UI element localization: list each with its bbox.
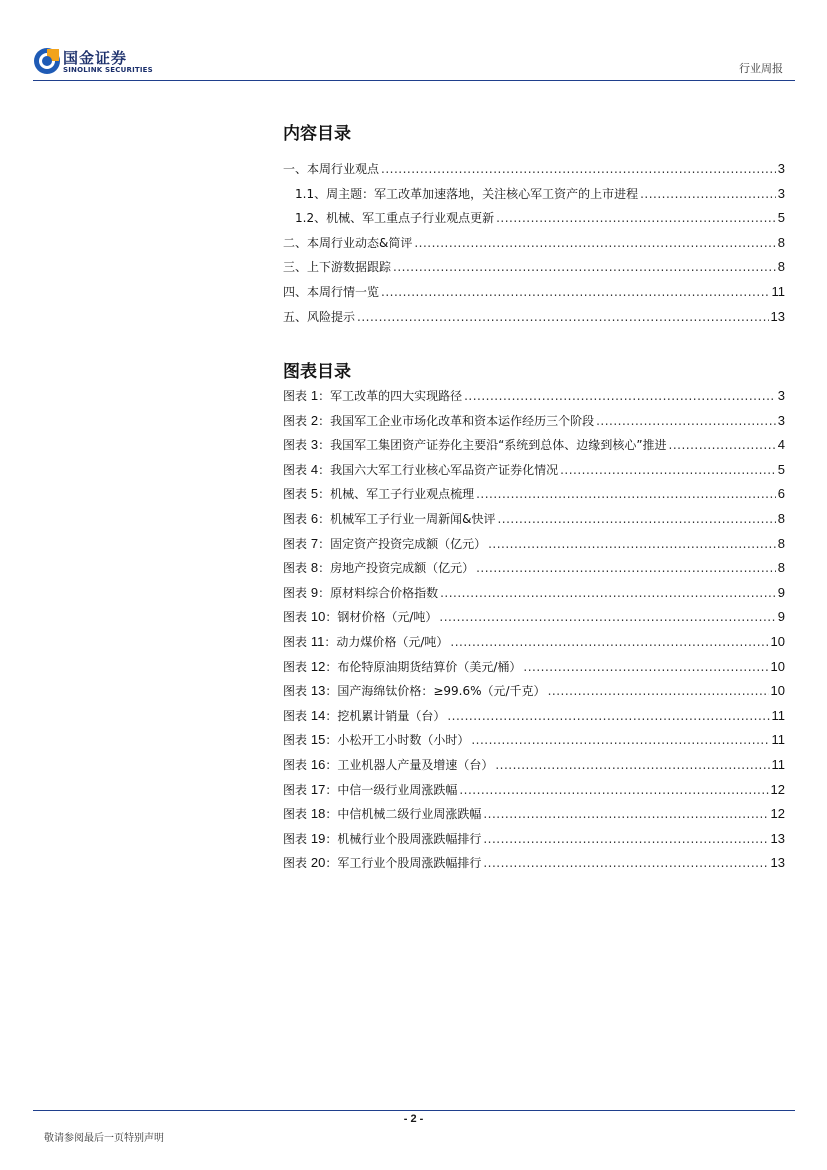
toc-entry[interactable] xyxy=(283,234,785,259)
figure-page: 4 xyxy=(777,437,785,453)
toc-entry[interactable] xyxy=(283,209,785,234)
footer-divider xyxy=(33,1110,795,1111)
figure-prefix: 图表 xyxy=(283,659,308,674)
figures-title: 图表目录 xyxy=(283,362,351,382)
figure-prefix: 图表 xyxy=(283,585,308,600)
figure-entry-label: 图表 2：我国军工企业市场化改革和资本运作经历三个阶段 xyxy=(283,412,595,428)
figure-page: 3 xyxy=(777,412,785,428)
figure-entry[interactable] xyxy=(283,854,785,879)
figure-entry-label: 图表 4：我国六大军工行业核心军品资产证券化情况 xyxy=(283,461,559,477)
figure-number: 17 xyxy=(310,781,326,797)
figure-title: 国产海绵钛价格：≥99.6%（元/千克） xyxy=(337,684,546,699)
figure-page: 10 xyxy=(770,683,785,699)
figure-title: 军工行业个股周涨跌幅排行 xyxy=(337,856,482,871)
logo-english-name: SINOLINK SECURITIES xyxy=(63,66,153,74)
figure-page: 10 xyxy=(770,633,785,649)
figure-entry-label: 图表 11：动力煤价格（元/吨） xyxy=(283,633,449,649)
figure-entry-label: 图表 8：房地产投资完成额（亿元） xyxy=(283,560,475,576)
toc-entry-page: 3 xyxy=(777,161,785,176)
figure-title: 房地产投资完成额（亿元） xyxy=(330,561,475,576)
contents-section xyxy=(283,119,785,332)
figure-title: 我国六大军工行业核心军品资产证券化情况 xyxy=(330,462,559,477)
figure-leader-dots xyxy=(495,758,769,772)
toc-entry[interactable] xyxy=(283,185,785,210)
figure-title: 中信一级行业周涨跌幅 xyxy=(337,782,458,797)
toc-leader-dots xyxy=(393,260,776,274)
figure-entry-label: 图表 16：工业机器人产量及增速（台） xyxy=(283,756,494,772)
figure-leader-dots xyxy=(483,807,768,821)
figure-leader-dots xyxy=(483,832,768,846)
figure-prefix: 图表 xyxy=(283,757,308,772)
figure-prefix: 图表 xyxy=(283,856,308,871)
figure-prefix: 图表 xyxy=(283,807,308,822)
figure-entry-label: 图表 19：机械行业个股周涨跌幅排行 xyxy=(283,830,482,846)
figure-page: 8 xyxy=(777,535,785,551)
page-number: - 2 - xyxy=(403,1113,424,1125)
figure-prefix: 图表 xyxy=(283,684,308,699)
figure-number: 20 xyxy=(310,855,326,871)
figure-leader-dots xyxy=(523,660,768,674)
figure-title: 固定资产投资完成额（亿元） xyxy=(330,536,487,551)
figure-leader-dots xyxy=(459,783,768,797)
figure-title: 机械军工子行业一周新闻&快评 xyxy=(330,511,496,526)
toc-leader-dots xyxy=(414,236,775,250)
figure-prefix: 图表 xyxy=(283,487,308,502)
figures-section xyxy=(283,357,785,879)
figure-title: 原材料综合价格指数 xyxy=(330,585,439,600)
figure-number: 15 xyxy=(310,732,326,748)
figure-entry-label: 图表 9：原材料综合价格指数 xyxy=(283,584,439,600)
figure-entry[interactable] xyxy=(283,608,785,633)
figure-number: 4 xyxy=(310,461,319,477)
figure-title: 军工改革的四大实现路径 xyxy=(330,389,463,403)
figure-entry-label: 图表 14：挖机累计销量（台） xyxy=(283,707,446,723)
figure-entry-label: 图表 17：中信一级行业周涨跌幅 xyxy=(283,781,458,797)
toc-entry-label: 三、上下游数据跟踪 xyxy=(283,260,392,275)
figure-leader-dots xyxy=(483,856,768,870)
figure-entry-label: 图表 3：我国军工集团资产证券化主要沿“系统到总体、边缘到核心”推进 xyxy=(283,437,667,453)
figure-entry[interactable] xyxy=(283,756,785,781)
figure-prefix: 图表 xyxy=(283,462,308,477)
figure-number: 18 xyxy=(310,806,326,822)
figure-number: 3 xyxy=(310,437,319,453)
figure-title: 钢材价格（元/吨） xyxy=(337,610,438,625)
toc-entry-label: 五、风险提示 xyxy=(283,309,356,324)
figure-prefix: 图表 xyxy=(283,561,308,576)
toc-leader-dots xyxy=(381,162,776,176)
figure-page: 10 xyxy=(770,658,785,674)
figure-page: 8 xyxy=(777,560,785,576)
figure-prefix: 图表 xyxy=(283,413,308,428)
toc-entry-page: 13 xyxy=(770,308,785,324)
figure-page: 13 xyxy=(770,830,785,846)
figure-title: 机械行业个股周涨跌幅排行 xyxy=(337,831,482,846)
figure-leader-dots xyxy=(560,463,776,477)
toc-entry-label: 1.2、机械、军工重点子行业观点更新 xyxy=(295,211,495,226)
figure-prefix: 图表 xyxy=(283,708,308,723)
figure-page: 13 xyxy=(770,855,785,871)
figure-entry-label: 图表 18：中信机械二级行业周涨跌幅 xyxy=(283,806,482,822)
figure-number: 6 xyxy=(310,510,319,526)
toc-entry-label: 二、本周行业动态&简评 xyxy=(283,235,413,250)
toc-entry[interactable] xyxy=(283,258,785,283)
figure-page: 6 xyxy=(777,486,785,502)
toc-entry-page: 11 xyxy=(771,283,785,299)
figure-entry[interactable] xyxy=(283,510,785,535)
figure-prefix: 图表 xyxy=(283,610,308,625)
toc-entry-page: 8 xyxy=(777,259,785,275)
figure-prefix: 图表 xyxy=(283,831,308,846)
figure-leader-dots xyxy=(447,709,769,723)
figure-number: 14 xyxy=(310,707,326,723)
logo-chinese-name: 国金证券 xyxy=(63,49,128,67)
figure-entry[interactable] xyxy=(283,535,785,560)
toc-entry[interactable] xyxy=(283,160,785,185)
figure-entry[interactable] xyxy=(283,412,785,437)
figure-entry[interactable] xyxy=(283,707,785,732)
figure-entry[interactable] xyxy=(283,387,785,412)
toc-entry[interactable] xyxy=(283,283,785,308)
header-divider xyxy=(33,80,795,81)
report-type: 行业周报 xyxy=(739,62,783,75)
figure-number: 2 xyxy=(310,412,319,428)
figure-entry-label: 图表 10：钢材价格（元/吨） xyxy=(283,609,438,625)
figure-number: 16 xyxy=(310,756,326,772)
figure-entry[interactable] xyxy=(283,461,785,486)
toc-entry-label: 一、本周行业观点 xyxy=(283,162,380,176)
figure-title: 机械、军工子行业观点梳理 xyxy=(330,487,475,502)
figure-page: 12 xyxy=(770,781,785,797)
disclaimer: 敬请参阅最后一页特别声明 xyxy=(44,1133,164,1144)
figure-entry-label: 图表 15：小松开工小时数（小时） xyxy=(283,732,470,748)
figure-entry[interactable] xyxy=(283,805,785,830)
figure-entry[interactable] xyxy=(283,731,785,756)
figure-page: 12 xyxy=(770,806,785,822)
toc-entry-label: 四、本周行情一览 xyxy=(283,284,380,299)
figure-entry[interactable] xyxy=(283,781,785,806)
figure-number: 8 xyxy=(310,560,319,576)
figure-prefix: 图表 xyxy=(283,389,308,403)
figure-leader-dots xyxy=(488,537,776,551)
figure-number: 10 xyxy=(310,609,326,625)
figure-prefix: 图表 xyxy=(283,782,308,797)
figure-entry-label: 图表 20：军工行业个股周涨跌幅排行 xyxy=(283,855,482,871)
figure-page: 5 xyxy=(777,461,785,477)
toc-entry-label: 1.1、周主题：军工改革加速落地，关注核心军工资产的上市进程 xyxy=(295,186,639,201)
figure-title: 我国军工集团资产证券化主要沿“系统到总体、边缘到核心”推进 xyxy=(330,438,667,453)
figure-leader-dots xyxy=(476,487,776,501)
figure-entry-label: 图表 7：固定资产投资完成额（亿元） xyxy=(283,535,487,551)
figure-list xyxy=(283,387,785,879)
figure-title: 小松开工小时数（小时） xyxy=(337,733,470,748)
toc-entry-page: 8 xyxy=(777,234,785,250)
figure-title: 中信机械二级行业周涨跌幅 xyxy=(337,807,482,822)
toc-entry-page: 3 xyxy=(777,185,785,201)
figure-title: 挖机累计销量（台） xyxy=(337,708,446,723)
figure-page: 11 xyxy=(771,732,785,748)
figure-leader-dots xyxy=(450,635,768,649)
figure-leader-dots xyxy=(596,414,776,428)
toc-entry-page: 5 xyxy=(777,210,785,226)
figure-leader-dots xyxy=(476,561,776,575)
company-logo xyxy=(33,47,163,79)
figure-leader-dots xyxy=(471,733,769,747)
contents-title: 内容目录 xyxy=(283,124,351,144)
sinolink-logo-icon xyxy=(33,47,61,75)
figure-entry[interactable] xyxy=(283,584,785,609)
toc-leader-dots xyxy=(381,285,769,299)
toc-leader-dots xyxy=(496,211,776,225)
figure-entry[interactable] xyxy=(283,830,785,855)
figure-entry[interactable] xyxy=(283,559,785,584)
figure-number: 1 xyxy=(310,388,319,403)
figure-prefix: 图表 xyxy=(283,438,308,453)
figure-leader-dots xyxy=(440,586,776,600)
figure-entry[interactable] xyxy=(283,485,785,510)
figure-entry[interactable] xyxy=(283,436,785,461)
figure-page: 3 xyxy=(777,388,785,403)
figure-page: 8 xyxy=(777,510,785,526)
figure-leader-dots xyxy=(669,438,776,452)
toc-entry[interactable] xyxy=(283,308,785,333)
figure-entry[interactable] xyxy=(283,682,785,707)
figure-number: 9 xyxy=(310,584,319,600)
figure-prefix: 图表 xyxy=(283,634,308,649)
figure-page: 9 xyxy=(777,584,785,600)
figure-number: 11 xyxy=(310,633,325,649)
figure-entry[interactable] xyxy=(283,633,785,658)
toc-leader-dots xyxy=(357,310,769,324)
figure-leader-dots xyxy=(439,610,775,624)
figure-leader-dots xyxy=(548,684,769,698)
figure-title: 工业机器人产量及增速（台） xyxy=(337,757,494,772)
figure-entry-label: 图表 5：机械、军工子行业观点梳理 xyxy=(283,486,475,502)
page-header xyxy=(0,0,827,82)
figure-entry-label: 图表 6：机械军工子行业一周新闻&快评 xyxy=(283,510,496,526)
figure-number: 19 xyxy=(310,830,326,846)
figure-title: 布伦特原油期货结算价（美元/桶） xyxy=(337,659,522,674)
toc-leader-dots xyxy=(640,187,776,201)
figure-leader-dots xyxy=(464,389,776,403)
figure-page: 11 xyxy=(771,756,785,772)
figure-title: 动力煤价格（元/吨） xyxy=(336,634,449,649)
figure-entry-label: 图表 13：国产海绵钛价格：≥99.6%（元/千克） xyxy=(283,683,546,699)
figure-entry-label: 图表 1：军工改革的四大实现路径 xyxy=(283,388,463,403)
figure-prefix: 图表 xyxy=(283,733,308,748)
figure-prefix: 图表 xyxy=(283,536,308,551)
figure-number: 13 xyxy=(310,683,326,699)
figure-number: 5 xyxy=(310,486,319,502)
figure-entry[interactable] xyxy=(283,658,785,683)
figure-page: 11 xyxy=(771,707,785,723)
figure-page: 9 xyxy=(777,609,785,625)
figure-number: 12 xyxy=(310,658,326,674)
figure-number: 7 xyxy=(310,535,319,551)
figure-prefix: 图表 xyxy=(283,511,308,526)
figure-leader-dots xyxy=(497,512,775,526)
figure-title: 我国军工企业市场化改革和资本运作经历三个阶段 xyxy=(330,413,595,428)
figure-entry-label: 图表 12：布伦特原油期货结算价（美元/桶） xyxy=(283,658,522,674)
